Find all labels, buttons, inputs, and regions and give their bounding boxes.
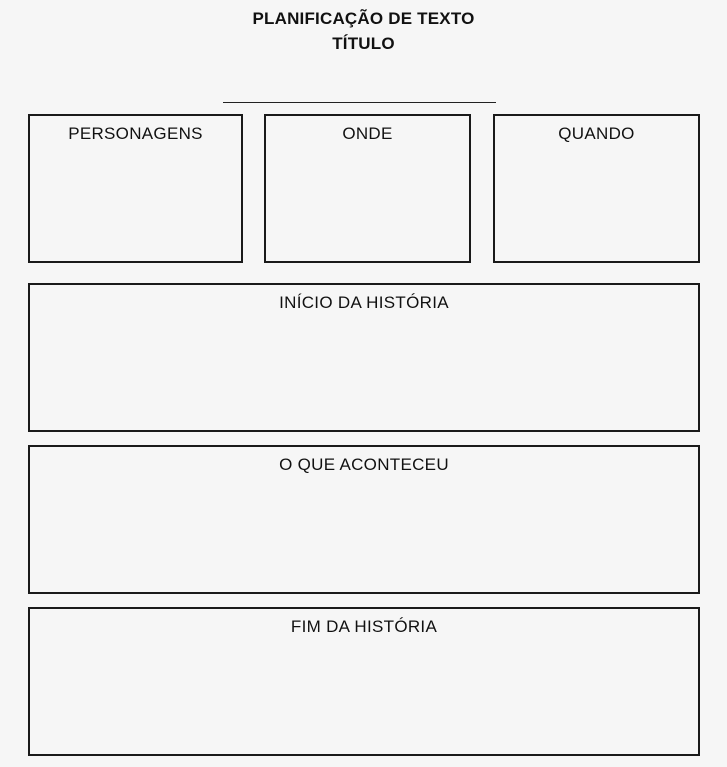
characters-box-label: PERSONAGENS [68,124,203,143]
worksheet-title: PLANIFICAÇÃO DE TEXTO [252,9,475,28]
story-beginning-box[interactable] [28,283,700,432]
where-box[interactable] [264,114,471,263]
when-box[interactable] [493,114,700,263]
story-beginning-label: INÍCIO DA HISTÓRIA [279,293,449,312]
title-write-line[interactable] [223,102,496,103]
characters-box[interactable] [28,114,243,263]
what-happened-label: O QUE ACONTECEU [279,455,449,474]
where-box-label: ONDE [342,124,393,143]
when-box-label: QUANDO [558,124,635,143]
story-end-box[interactable] [28,607,700,756]
story-end-label: FIM DA HISTÓRIA [290,617,438,636]
what-happened-box[interactable] [28,445,700,594]
title-label: TÍTULO [332,34,395,53]
